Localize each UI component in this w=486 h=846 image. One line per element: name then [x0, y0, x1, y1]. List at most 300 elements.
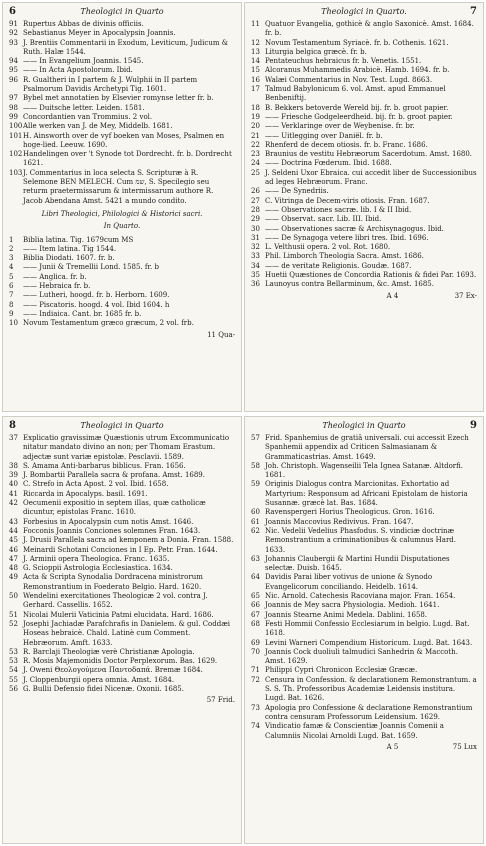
entry-text: —— Observationes sacræ. lib. I & II Ibid. — [265, 205, 412, 214]
catalogue-entry — [251, 262, 477, 271]
entry-text: Wendelini exercitationes Theologicæ 2 vol. contra J. Gerhard. Cassellis. 1652. — [23, 592, 208, 610]
entry-text: J. Drusii Parallela sacra ad kemponem a Donia. Fran. 1588. — [23, 536, 234, 545]
entry-text: Levini Warneri Compendium Historicum. Lugd. Bat. 1643. — [265, 638, 473, 647]
entry-text: Biblia Diodati. 1607. fr. b. — [23, 254, 115, 263]
entry-number: 37 — [9, 434, 18, 442]
running-head: Theologici in Quarto — [80, 421, 164, 430]
entry-text: —— De Synagoga vetere libri tres. Ibid. 1696. — [265, 233, 429, 242]
entry-text: —— Lutheri, hoogd. fr. b. Herborn. 1609. — [23, 291, 170, 300]
entry-text: Acta & Scripta Synodalia Dordracena ministrorum Remonstrantium in Foederato Belgio. Hard. 1620. — [23, 573, 203, 591]
catalogue-entry — [9, 236, 235, 245]
catalogue-entry — [9, 499, 235, 518]
catalogue-entry — [9, 685, 235, 694]
catalogue-entry — [251, 39, 477, 48]
entry-text: Joh. Christoph. Wagenseilii Tela Ignea Satanæ. Altdorfi. 1681. — [265, 461, 464, 480]
catalogue-entry — [251, 225, 477, 234]
entry-text: Novum Testamentum Syriacè. fr. b. Cothenis. 1621. — [265, 38, 449, 47]
entry-text: B. Bekkers betoverde Wereld bij. fr. b. groot papier. — [265, 103, 449, 112]
catalogue-entry — [251, 122, 477, 131]
entry-number: 21 — [251, 131, 260, 140]
section-title: Libri Theologici, Philologici & Historici sacri. — [41, 209, 203, 218]
entry-number: 14 — [251, 57, 260, 66]
page-9 — [244, 416, 484, 844]
entry-text: Bybel met annotatien by Elsevier romynse letter fr. b. — [23, 94, 214, 103]
entry-text: Forbesius in Apocalypsin cum notis Amst. 1646. — [23, 517, 194, 526]
page-8 — [2, 416, 242, 844]
catalogue-entry — [9, 434, 235, 462]
entry-text: C. Strefo in Acta Apost. 2 vol. Ibid. 1658. — [23, 480, 169, 489]
entry-number: 101 — [9, 131, 23, 140]
entry-text: —— Doctrina Fœderum. Ibid. 1688. — [265, 159, 392, 168]
entry-text: Alle werken van J. de Mey, Middelb. 1681. — [23, 122, 173, 131]
catalogue-entry — [9, 263, 235, 272]
catalogue-entry — [9, 104, 235, 113]
catalogue-entry — [251, 518, 477, 527]
entry-number: 92 — [9, 29, 18, 38]
entry-text: Phil. Limborch Theologia Sacra. Amst. 1686. — [265, 252, 424, 261]
entry-number: 97 — [9, 94, 18, 103]
entry-number: 10 — [9, 319, 18, 328]
catalogue-entry — [9, 76, 235, 95]
entry-number: 26 — [251, 187, 260, 196]
entry-text: Joannis Maccovius Redivivus. Fran. 1647. — [265, 517, 414, 526]
entry-text: —— Friesche Godgeleerdheid. bij. fr. b. groot papier. — [265, 112, 453, 121]
entry-number: 91 — [9, 20, 18, 28]
catalogue-entry — [251, 508, 477, 517]
catalogue-entry — [251, 704, 477, 723]
catalogue-entry — [251, 243, 477, 252]
entry-number: 22 — [251, 140, 260, 149]
entry-number: 16 — [251, 75, 260, 84]
catalogue-entry — [251, 462, 477, 481]
entry-number: 4 — [9, 263, 14, 272]
entry-text: —— Junii & Tremellii Lond. 1585. fr. b — [23, 263, 159, 272]
page-number: 7 — [470, 6, 477, 17]
catalogue-entry — [9, 132, 235, 151]
entry-text: L. Velthusii opera. 2 vol. Rot. 1680. — [265, 243, 391, 252]
catalogue-entry — [9, 657, 235, 666]
entry-text: Originis Dialogus contra Marcionitas. Exhortatio ad Martyrium: Responsum ad Africani Epistolam de historia Susannæ. græcè lat. Bas. 1684. — [265, 480, 468, 508]
catalogue-entry — [9, 39, 235, 58]
entry-number: 44 — [9, 526, 18, 535]
catalogue-entry — [251, 527, 477, 555]
entry-number: 99 — [9, 112, 18, 121]
entry-number: 5 — [9, 272, 14, 281]
catalogue-entry — [251, 555, 477, 574]
entry-number: 46 — [9, 545, 18, 554]
page-footer — [9, 696, 235, 706]
entry-number: 15 — [251, 66, 260, 75]
entry-number: 7 — [9, 291, 14, 300]
catalogue-entry — [251, 666, 477, 675]
entry-list — [9, 236, 235, 329]
catalogue-entry — [9, 66, 235, 75]
catalogue-entry — [9, 122, 235, 131]
entry-text: Josephi Jachiadæ Parafchrafis in Danielem. & gul. Coddæi Hoseas hebraicè. Chald. Latinè cum Comment. Hebræorum. Amft. 1633. — [23, 619, 231, 647]
entry-text: —— Verklaringe over de Weybenise. fr. br. — [265, 122, 415, 131]
catalogue-entry — [251, 159, 477, 168]
entry-number: 25 — [251, 168, 260, 177]
page-body — [245, 20, 483, 290]
entry-number: 95 — [9, 66, 18, 75]
entry-text: Davidis Parai liber votivus de unione & Synodo Evangelicorum conciliando. Heidelb. 1614. — [265, 573, 433, 591]
entry-text: Explicatio gravissimæ Quæstionis utrum Excommunicatio nitatur mandato divino an non; per Thomam Erastum. adjectæ sunt variæ epistolæ. Pesclavii. 1589. — [23, 434, 230, 461]
entry-text: Apologia pro Confessione & declaratione Remonstrantium contra censuram Professorum Leidensium. 1629. — [265, 703, 473, 721]
catchword: 11 Qua- — [207, 330, 235, 339]
catalogue-entry — [9, 291, 235, 300]
entry-number: 56 — [9, 685, 18, 694]
entry-list — [9, 434, 235, 694]
catalogue-entry — [251, 676, 477, 704]
entry-number: 40 — [9, 480, 18, 489]
entry-number: 41 — [9, 489, 18, 498]
catalogue-entry — [251, 639, 477, 648]
entry-number: 9 — [9, 309, 14, 318]
catalogue-entry — [251, 85, 477, 104]
entry-number: 11 — [251, 20, 260, 28]
entry-text: Walæi Commentarius in Nov. Test. Lugd. 8663. — [265, 75, 433, 84]
entry-text: —— Anglica. fr. b. — [23, 272, 87, 281]
entry-number: 24 — [251, 159, 260, 168]
entry-number: 12 — [251, 38, 260, 47]
catalogue-entry — [251, 132, 477, 141]
entry-number: 1 — [9, 235, 14, 244]
entry-number: 68 — [251, 619, 260, 628]
catalogue-entry — [9, 282, 235, 291]
signature-mark: A 5 — [386, 742, 399, 751]
catalogue-entry — [251, 76, 477, 85]
catalogue-entry — [9, 648, 235, 657]
entry-text: Joannis Cock duoliuli talmudici Sanhedrin & Maccoth. Amst. 1629. — [265, 647, 458, 666]
entry-number: 47 — [9, 554, 18, 563]
catalogue-entry — [9, 546, 235, 555]
entry-number: 28 — [251, 205, 260, 214]
entry-text: Nicolai Mulerii Vaticinia Patmi elucidata. Hard. 1686. — [23, 610, 214, 619]
entry-number: 38 — [9, 461, 18, 470]
entry-number: 73 — [251, 703, 260, 712]
entry-text: J. Brentiis Commentarii in Exodum, Leviticum, Judicum & Ruth. Halæ 1544. — [23, 38, 228, 56]
entry-text: Braunius de vestitu Hebræorum Sacerdotum. Amst. 1680. — [265, 150, 473, 159]
entry-text: Quatuor Evangelia, gothicè & anglo Saxonicè. Amst. 1684. fr. b. — [265, 20, 474, 38]
entry-text: S. Amama Anti-barbarus biblicus. Fran. 1656. — [23, 461, 186, 470]
catchword: 75 Lux — [452, 742, 477, 751]
entry-number: 45 — [9, 536, 18, 545]
catalogue-entry — [9, 676, 235, 685]
entry-number: 32 — [251, 243, 260, 252]
entry-number: 54 — [9, 666, 18, 675]
page-header — [9, 420, 235, 432]
page-number: 9 — [470, 420, 477, 431]
entry-number: 43 — [9, 517, 18, 526]
running-head: Theologici in Quarto. — [321, 7, 407, 16]
catalogue-entry — [251, 169, 477, 188]
catalogue-entry — [251, 215, 477, 224]
catalogue-entry — [251, 271, 477, 280]
entry-text: —— Item latina. Tig 1544. — [23, 244, 117, 253]
entry-text: Frid. Spanhemius de gratiâ universali. cui accessit Ezech Spanhemii appendix ad Criticen Salmasianam & Grammaticastrias. Amst. 1649. — [265, 434, 469, 461]
entry-text: —— Hebraica fr. b. — [23, 282, 91, 291]
signature-mark: A 4 — [386, 291, 399, 300]
entry-number: 61 — [251, 517, 260, 526]
entry-text: Vindicatio famæ & Conscientiæ Joannis Comenii a Calumniis Nicolai Arnoldi Lugd. Bat. 1659. — [265, 722, 444, 740]
entry-number: 66 — [251, 601, 260, 610]
catalogue-entry — [9, 169, 235, 206]
entry-number: 6 — [9, 282, 14, 291]
catalogue-entry — [251, 280, 477, 289]
entry-text: Rhenferd de decem otiosis. fr. b. Franc. 1686. — [265, 140, 428, 149]
page-6 — [2, 2, 242, 412]
entry-text: Alcoranus Muhammedis Arabicè. Hamb. 1694. fr. b. — [265, 66, 450, 75]
catalogue-entry — [251, 141, 477, 150]
catalogue-entry — [9, 536, 235, 545]
catalogue-entry — [9, 518, 235, 527]
catalogue-entry — [9, 150, 235, 169]
catalogue-entry — [251, 611, 477, 620]
entry-text: Handelingen over 't Synode tot Dordrecht. fr. b. Dordrecht 1621. — [23, 150, 232, 168]
entry-number: 27 — [251, 196, 260, 205]
catalogue-entry — [251, 573, 477, 592]
entry-text: Sebastianus Meyer in Apocalypsin Joannis. — [23, 29, 176, 38]
entry-number: 100 — [9, 122, 23, 131]
entry-text: —— Observat. sacr. Lib. III. Ibid. — [265, 215, 382, 224]
entry-number: 23 — [251, 150, 260, 159]
entry-text: R. Barclaji Theologiæ verè Christianæ Apologia. — [23, 647, 195, 656]
entry-number: 13 — [251, 47, 260, 56]
entry-text: Ravenspergeri Horius Theologicus. Gron. 1616. — [265, 508, 435, 517]
catalogue-entry — [9, 555, 235, 564]
entry-number: 36 — [251, 280, 260, 289]
page-header — [251, 6, 477, 18]
catalogue-entry — [251, 48, 477, 57]
entry-text: Huetii Quæstiones de Concordia Rationis & fidei Par. 1693. — [265, 271, 477, 280]
page-header — [251, 420, 477, 432]
catalogue-entry — [9, 592, 235, 611]
catalogue-entry — [251, 592, 477, 601]
entry-text: Meinardi Schotani Conciones in I Ep. Petr. Fran. 1644. — [23, 545, 218, 554]
catalogue-entry — [9, 57, 235, 66]
catalogue-entry — [9, 564, 235, 573]
entry-text: J. Cloppenburgii opera omnia. Amst. 1684. — [23, 675, 175, 684]
entry-text: Focconis Joannis Conciones solemnes Fran. 1643. — [23, 526, 201, 535]
page-body — [3, 20, 241, 329]
catalogue-entry — [9, 527, 235, 536]
entry-text: Oecumenii expositio in septem illas, quæ catholicæ dicuntur, epistolas Franc. 1610. — [23, 499, 206, 517]
entry-number: 39 — [9, 471, 18, 480]
entry-text: J. Arminii opera Theologica. Franc. 1635. — [23, 554, 170, 563]
running-head: Theologici in Quarto — [80, 7, 164, 16]
entry-number: 18 — [251, 103, 260, 112]
entry-number: 20 — [251, 122, 260, 131]
entry-text: Concordantien van Trommius. 2 vol. — [23, 112, 153, 121]
catalogue-entry — [9, 254, 235, 263]
entry-number: 42 — [9, 499, 18, 508]
entry-text: —— Duitsche letter. Leiden. 1581. — [23, 103, 145, 112]
entry-text: R. Mosis Majemonidis Doctor Perplexorum. Bas. 1629. — [23, 657, 218, 666]
entry-text: Nic. Vedelii Vedelius Phasfodus. S. vindiciæ doctrinæ Remonstrantium a criminationibus & calumnus Hard. 1633. — [265, 526, 457, 554]
entry-number: 48 — [9, 564, 18, 573]
entry-text: Riccarda in Apocalyps. basil. 1691. — [23, 489, 148, 498]
catalogue-entry — [9, 471, 235, 480]
entry-number: 64 — [251, 573, 260, 582]
catalogue-entry — [251, 197, 477, 206]
page-body — [3, 434, 241, 694]
entry-number: 33 — [251, 252, 260, 261]
entry-text: G. Scioppii Astrologia Ecclesiastica. 1634. — [23, 564, 173, 573]
page-7 — [244, 2, 484, 412]
page-footer — [9, 331, 235, 341]
catalogue-entry — [251, 234, 477, 243]
catalogue-entry — [9, 273, 235, 282]
catalogue-entry — [9, 310, 235, 319]
entry-text: Pentateuchus hebraicus fr. b. Venetis. 1551. — [265, 57, 422, 66]
catalogue-entry — [251, 648, 477, 667]
entry-text: Philippi Cypri Chronicon Ecclesiæ Græcæ. — [265, 666, 418, 675]
entry-text: Censura in Confession. & declarationem Remonstrantum. a S. S. Th. Professoribus Academiæ Leidensis institura. Lugd. Bat. 1626. — [265, 675, 477, 703]
catalogue-entry — [251, 113, 477, 122]
entry-text: —— de veritate Religionis. Goudæ. 1687. — [265, 261, 412, 270]
catalogue-entry — [9, 462, 235, 471]
entry-text: R. Gualtheri in I partem & J. Wulphii in II partem Psalmorum Davidis Archetypi Tig. 1601. — [23, 75, 198, 94]
catalogue-entry — [9, 480, 235, 489]
catalogue-entry — [251, 722, 477, 741]
entry-number: 50 — [9, 592, 18, 601]
running-head: Theologici in Quarto — [322, 421, 406, 430]
section-format: In Quarto. — [103, 222, 141, 231]
page-footer — [251, 292, 477, 302]
catalogue-entry — [9, 301, 235, 310]
entry-number: 65 — [251, 592, 260, 601]
page-footer — [251, 743, 477, 753]
page-number: 8 — [9, 420, 16, 431]
catalogue-entry — [9, 29, 235, 38]
entry-number: 8 — [9, 300, 14, 309]
catalogue-entry — [251, 434, 477, 462]
catalogue-entry — [9, 94, 235, 103]
catalogue-entry — [9, 245, 235, 254]
entry-text: J. Seldeni Uxor Ebraica. cui accedit liber de Successionibus ad leges Hebræorum. Franc. — [265, 168, 477, 187]
entry-list — [251, 434, 477, 741]
entry-text: J. Commentarius in loca selecta S. Scripturæ à R. Selemone BEN MELECH. Cum שמ, S. Specilegio seu returm praetermissarum & intermissarum authore R. Jacob Abendana Amst. 5421 a mundo condito. — [23, 168, 214, 205]
entry-text: Johannis Claubergii & Martini Hundii Disputationes selectæ. Duisb. 1645. — [265, 554, 450, 573]
catalogue-entry — [9, 611, 235, 620]
entry-text: Novum Testamentum græco græcum, 2 vol. frb. — [23, 319, 194, 328]
catalogue-entry — [251, 480, 477, 508]
catalogue-entry — [251, 20, 477, 39]
entry-number: 63 — [251, 554, 260, 563]
entry-number: 94 — [9, 57, 18, 66]
entry-text: Launoyus contra Bellarminum, &c. Amst. 1685. — [265, 280, 434, 289]
entry-number: 31 — [251, 233, 260, 242]
catalogue-entry — [251, 150, 477, 159]
catalogue-entry — [9, 113, 235, 122]
page-header — [9, 6, 235, 18]
entry-text: Biblia latina. Tig. 1679cum MS — [23, 235, 134, 244]
catalogue-entry — [9, 490, 235, 499]
entry-number: 49 — [9, 573, 18, 582]
entry-text: —— Uitlegging over Daniël. fr. b. — [265, 131, 383, 140]
entry-number: 98 — [9, 103, 18, 112]
entry-text: Nic. Arnold. Catechesis Racoviana major. Fran. 1654. — [265, 592, 456, 601]
entry-number: 2 — [9, 244, 14, 253]
entry-text: Talmud Babylonicum 6. vol. Amst. apud Emmanuel Benbeniftij. — [265, 85, 446, 103]
entry-number: 58 — [251, 461, 260, 470]
catalogue-entry — [251, 620, 477, 639]
page-body — [245, 434, 483, 741]
entry-text: —— In Acta Apostolorum. Ibid. — [23, 66, 133, 75]
page-number: 6 — [9, 6, 16, 17]
entry-number: 62 — [251, 526, 260, 535]
catalogue-entry — [251, 252, 477, 261]
entry-text: Joannis de Mey sacra Physiologia. Medioh. 1641. — [265, 601, 440, 610]
entry-number: 60 — [251, 508, 260, 517]
entry-number: 93 — [9, 38, 18, 47]
entry-text: J. Bombartii Parallela sacra & profana. Amst. 1689. — [23, 471, 205, 480]
catchword: 37 Ex- — [454, 291, 477, 300]
entry-text: J. Oweni Θεολογούμενα Παντοδαπά. Bremæ 1684. — [23, 666, 203, 675]
catalogue-entry — [251, 601, 477, 610]
entry-number: 17 — [251, 85, 260, 94]
entry-text: Joannis Stearne Animi Medela. Dablini. 1658. — [265, 610, 428, 619]
entry-text: —— Piscatoris. hoogd. 4 vol. Ibid 1604. h — [23, 300, 170, 309]
entry-text: Rupertus Abbas de divinis officiis. — [23, 20, 144, 28]
catalogue-entry — [9, 319, 235, 328]
entry-number: 70 — [251, 647, 260, 656]
entry-text: H. Ainsworth over de vyf boeken van Moses, Psalmen en hoge-lied. Leeuw. 1690. — [23, 131, 225, 149]
catalogue-entry — [251, 187, 477, 196]
entry-number: 53 — [9, 647, 18, 656]
entry-number: 3 — [9, 254, 14, 263]
entry-number: 102 — [9, 150, 23, 159]
entry-text: G. Bullii Defensio fidei Nicenæ. Oxonii. 1685. — [23, 685, 184, 694]
entry-number: 29 — [251, 215, 260, 224]
entry-number: 35 — [251, 271, 260, 280]
catalogue-entry — [251, 104, 477, 113]
entry-number: 67 — [251, 610, 260, 619]
entry-text: Festi Hommii Confessio Ecclesiarum in belgio. Lugd. Bat. 1618. — [265, 619, 470, 638]
catalogue-entry — [251, 206, 477, 215]
entry-list — [251, 20, 477, 290]
catchword: 57 Frid. — [206, 696, 235, 705]
entry-number: 69 — [251, 638, 260, 647]
catalogue-entry — [9, 620, 235, 648]
entry-number: 53 — [9, 657, 18, 666]
entry-number: 55 — [9, 675, 18, 684]
entry-number: 19 — [251, 112, 260, 121]
entry-number: 74 — [251, 722, 260, 731]
entry-number: 59 — [251, 480, 260, 489]
entry-text: —— Observationes sacræ & Archisynagogus. Ibid. — [265, 224, 444, 233]
entry-number: 72 — [251, 675, 260, 684]
catalogue-entry — [251, 66, 477, 75]
entry-number: 30 — [251, 224, 260, 233]
entry-number: 51 — [9, 610, 18, 619]
entry-text: Liturgia belgica græcè. fr. b. — [265, 47, 367, 56]
entry-text: —— De Synedriis. — [265, 187, 329, 196]
entry-number: 103 — [9, 168, 23, 177]
catalogue-entry — [9, 20, 235, 29]
entry-number: 57 — [251, 434, 260, 442]
entry-number: 96 — [9, 75, 18, 84]
catalogue-entry — [9, 573, 235, 592]
entry-list — [9, 20, 235, 206]
entry-number: 34 — [251, 261, 260, 270]
catalogue-entry — [9, 666, 235, 675]
entry-text: —— In Evangelium Joannis. 1545. — [23, 57, 144, 66]
entry-number: 52 — [9, 619, 18, 628]
entry-text: C. Vitringa de Decem-viris otiosis. Fran. 1687. — [265, 196, 430, 205]
entry-text: —— Indiaica. Cant. br. 1685 fr. b. — [23, 309, 142, 318]
catalogue-entry — [251, 57, 477, 66]
